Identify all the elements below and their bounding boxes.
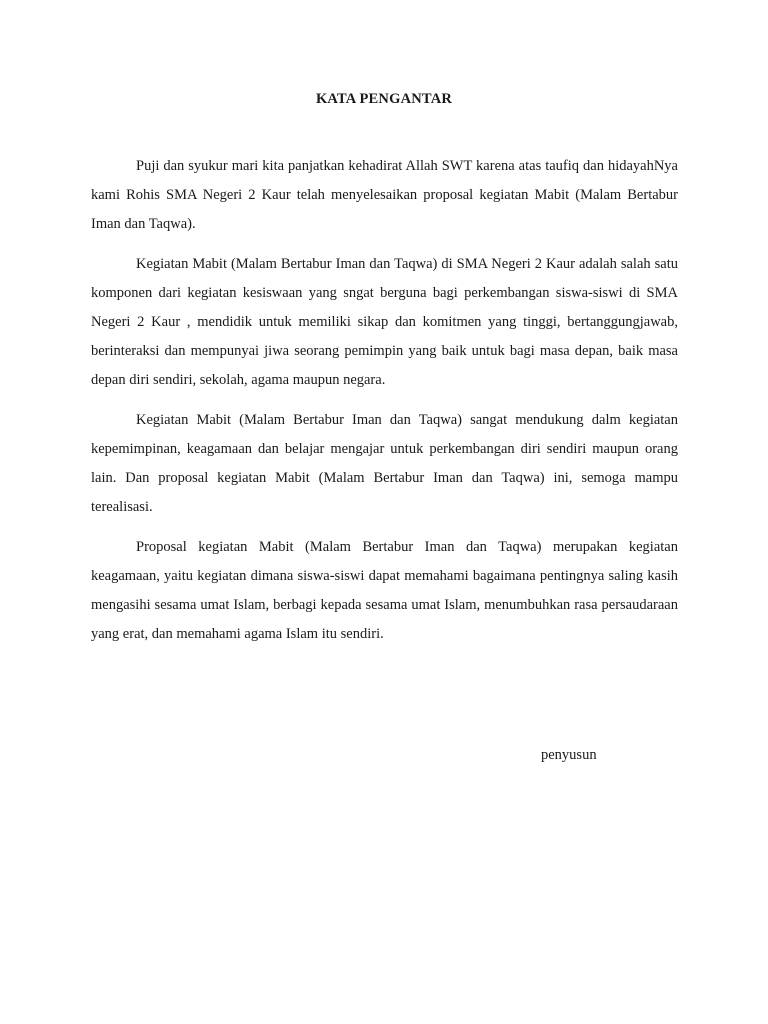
paragraph-3: Kegiatan Mabit (Malam Bertabur Iman dan Taqwa) sangat mendukung dalm kegiatan kepemimpinan, keagamaan dan belajar mengajar untuk perkembangan diri sendiri maupun orang lain. Dan proposal kegiatan Mabit (Malam Bertabur Iman dan Taqwa) ini, semoga mampu terealisasi. bbox=[91, 412, 678, 515]
paragraph-2: Kegiatan Mabit (Malam Bertabur Iman dan Taqwa) di SMA Negeri 2 Kaur adalah salah satu komponen dari kegiatan kesiswaan yang sngat berguna bagi perkembangan siswa-siswi di SMA Negeri 2 Kaur , mendidik untuk memiliki sikap dan komitmen yang tinggi, bertanggungjawab, berinteraksi dan mempunyai jiwa seorang pemimpin yang baik untuk bagi masa depan, baik masa depan diri sendiri, sekolah, agama maupun negara. bbox=[91, 256, 678, 388]
document-body bbox=[91, 152, 678, 660]
document-title: KATA PENGANTAR bbox=[315, 91, 453, 107]
paragraph-1: Puji dan syukur mari kita panjatkan kehadirat Allah SWT karena atas taufiq dan hidayahNya kami Rohis SMA Negeri 2 Kaur telah menyelesaikan proposal kegiatan Mabit (Malam Bertabur Iman dan Taqwa). bbox=[91, 158, 678, 232]
paragraph-4: Proposal kegiatan Mabit (Malam Bertabur Iman dan Taqwa) merupakan kegiatan keagamaan, yaitu kegiatan dimana siswa-siswi dapat memahami bagaimana pentingnya saling kasih mengasihi sesama umat Islam, berbagi kepada sesama umat Islam, menumbuhkan rasa persaudaraan yang erat, dan memahami agama Islam itu sendiri. bbox=[91, 539, 678, 642]
signature-label: penyusun bbox=[541, 747, 597, 763]
